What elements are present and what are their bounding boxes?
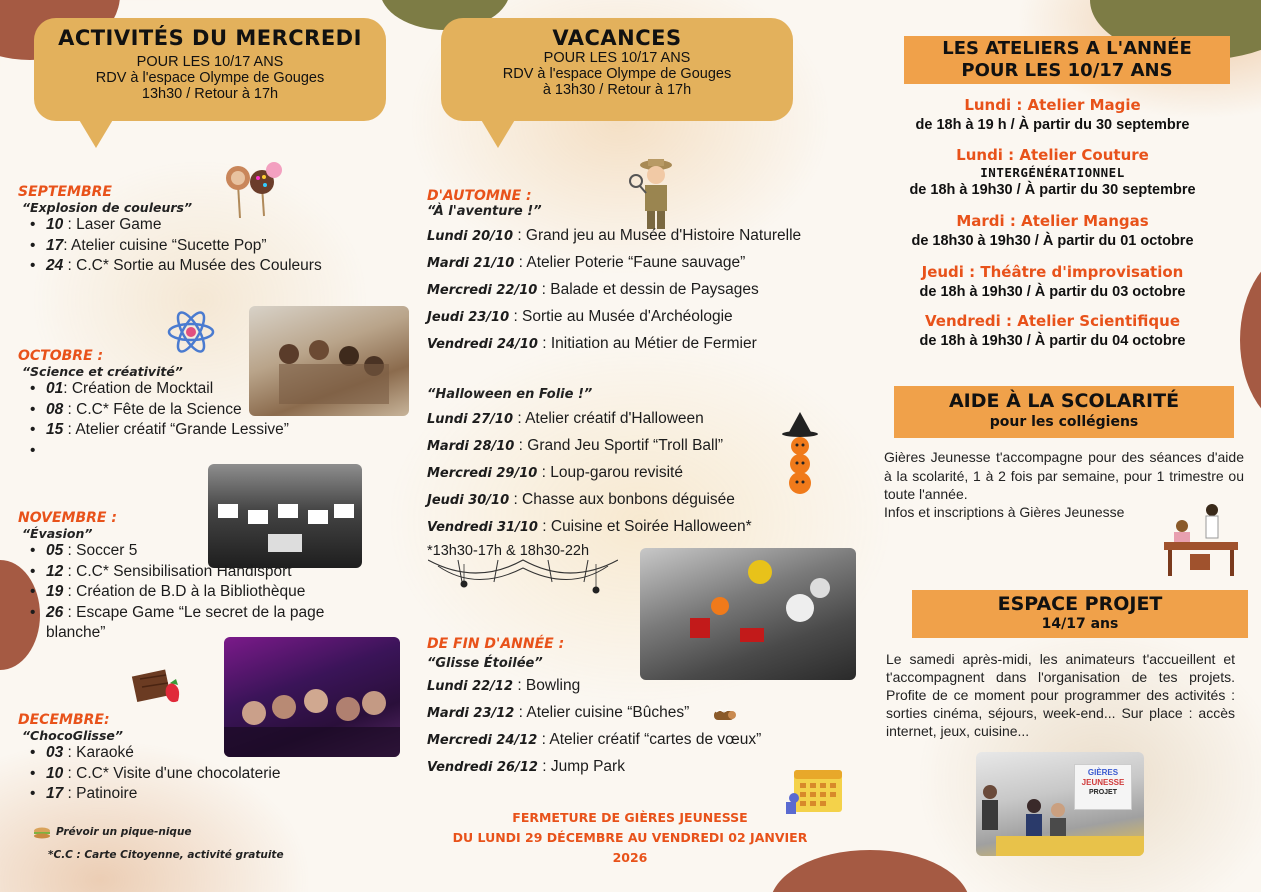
vacances-fin [427, 636, 847, 781]
schedule-row: Mardi 23/12 : Atelier cuisine “Bûches” [427, 704, 690, 721]
pumpkin-stack-icon [778, 412, 822, 494]
section-theme: “Glisse Étoilée” [427, 656, 543, 671]
list-item: • 19 : Création de B.D à la Bibliothèque [18, 582, 378, 603]
schedule-row: Vendredi 31/10 : Cuisine et Soirée Halloween* [427, 518, 752, 535]
list-item: • 17: Atelier cuisine “Sucette Pop” [18, 236, 378, 257]
schedule-row: Mardi 28/10 : Grand Jeu Sportif “Troll Ball” [427, 437, 724, 454]
atelier-couture [880, 145, 1225, 200]
cc-note: *C.C : Carte Citoyenne, activité gratuite [48, 849, 284, 861]
vacances-automne [427, 188, 847, 358]
atelier-mangas [880, 211, 1225, 251]
scolarite-title: AIDE À LA SCOLARITÉ [948, 390, 1180, 412]
section-title: DE FIN D'ANNÉE : [427, 636, 565, 652]
month-decembre [18, 712, 378, 805]
scolarite-subtitle: pour les collégiens [989, 414, 1139, 430]
activity-list [18, 541, 378, 644]
bubble-tail [78, 118, 114, 148]
atelier-hours: de 18h à 19 h / À partir du 30 septembre [915, 117, 1190, 133]
schedule-row: Jeudi 30/10 : Chasse aux bonbons déguisée [427, 491, 735, 508]
chocolate-strawberry-icon [130, 665, 186, 709]
list-item: • 12 : C.C* Sensibilisation Handisport [18, 562, 378, 583]
list-item: • 05 : Soccer 5 [18, 541, 378, 562]
spiderweb-icon [428, 556, 618, 598]
mercredi-header-bubble [34, 18, 386, 121]
atelier-theatre [880, 262, 1225, 302]
list-item: • 15 : Atelier créatif “Grande Lessive” [18, 420, 378, 441]
atelier-name: Vendredi : Atelier Scientifique [924, 312, 1180, 330]
sign-line1: GIÈRES [1087, 768, 1119, 777]
schedule-row: Lundi 20/10 : Grand jeu au Musée d'Histoire Naturelle [427, 227, 802, 244]
mercredi-line2: RDV à l'espace Olympe de Gouges [95, 70, 325, 86]
vacances-header-bubble [441, 18, 793, 121]
atelier-name: Jeudi : Théâtre d'improvisation [921, 263, 1184, 281]
atelier-scientifique [880, 311, 1225, 351]
atelier-extra: INTERGÉNÉRATIONNEL [980, 165, 1125, 180]
month-name: NOVEMBRE : [18, 510, 117, 526]
list-item: • 10 : C.C* Visite d'une chocolaterie [18, 764, 378, 785]
atelier-hours: de 18h à 19h30 / À partir du 04 octobre [919, 333, 1186, 349]
sign-line3: PROJET [1088, 789, 1117, 796]
activity-list [18, 215, 378, 277]
ateliers-title2: POUR LES 10/17 ANS [961, 60, 1173, 81]
section-theme: “Halloween en Folie !” [427, 387, 593, 402]
schedule-row: Mercredi 24/12 : Atelier créatif “cartes de vœux” [427, 731, 762, 748]
vacances-title: VACANCES [552, 26, 682, 50]
month-octobre [18, 348, 378, 441]
list-item: • 01: Création de Mocktail [18, 379, 378, 400]
projet-text: Le samedi après-midi, les animateurs t'accueillent et t'accompagnent dans l'organisation de tes projets. Profite de ce moment pour programmer des activités : sorties cinéma, séjours, week-end... Sur place : accès internet, jeux, cuisine... [886, 651, 1235, 739]
closing-line3: 2026 [612, 850, 648, 865]
schedule-row: Lundi 22/12 : Bowling [427, 677, 581, 694]
list-item: • 17 : Patinoire [18, 784, 378, 805]
sandwich-icon [33, 827, 51, 839]
ateliers-banner [904, 36, 1230, 84]
atelier-hours: de 18h à 19h30 / À partir du 03 octobre [919, 284, 1186, 300]
list-item: • 10 : Laser Game [18, 215, 378, 236]
schedule-row: Mercredi 22/10 : Balade et dessin de Paysages [427, 281, 759, 298]
month-name: DECEMBRE: [18, 712, 110, 728]
list-item: • 03 : Karaoké [18, 743, 378, 764]
projet-subtitle: 14/17 ans [1041, 616, 1119, 632]
closing-notice [420, 808, 840, 868]
projet-title: ESPACE PROJET [997, 593, 1163, 615]
schedule-row: Mercredi 29/10 : Loup-garou revisité [427, 464, 683, 481]
atelier-hours: de 18h à 19h30 / À partir du 30 septembre [909, 182, 1196, 198]
scolarite-info: Infos et inscriptions à Gières Jeunesse [884, 504, 1125, 520]
vacances-line2: RDV à l'espace Olympe de Gouges [502, 66, 732, 82]
month-theme: “Science et créativité” [22, 364, 183, 379]
schedule-row: Lundi 27/10 : Atelier créatif d'Halloween [427, 410, 704, 427]
list-item: • 24 : C.C* Sortie au Musée des Couleurs [18, 256, 378, 277]
closing-line1: FERMETURE DE GIÈRES JEUNESSE [512, 810, 748, 825]
activity-list [18, 743, 378, 805]
mercredi-line3: 13h30 / Retour à 17h [141, 86, 279, 102]
atelier-name: Mardi : Atelier Mangas [956, 212, 1149, 230]
schedule-row: Jeudi 23/10 : Sortie au Musée d'Archéologie [427, 308, 733, 325]
sign-line2: JEUNESSE [1081, 778, 1125, 787]
scolarite-banner [894, 386, 1234, 438]
schedule-row: Vendredi 26/12 : Jump Park [427, 758, 625, 775]
mercredi-title: ACTIVITÉS DU MERCREDI [58, 26, 362, 50]
schedule-row: Vendredi 24/10 : Initiation au Métier de Fermier [427, 335, 757, 352]
ateliers-title1: LES ATELIERS A L'ANNÉE [942, 38, 1192, 59]
photo-espace-projet [976, 752, 1144, 856]
buche-icon [712, 708, 736, 722]
student-desk-icon [1160, 500, 1242, 580]
scolarite-text: Gières Jeunesse t'accompagne pour des séances d'aide à la scolarité, 1 à 2 fois par semaine, pour 1 trimestre ou toute l'année. [884, 449, 1244, 502]
month-septembre [18, 184, 378, 277]
atelier-name: Lundi : Atelier Magie [964, 96, 1141, 114]
month-theme: “Évasion” [22, 526, 93, 541]
activity-list [18, 379, 378, 441]
month-theme: “ChocoGlisse” [22, 728, 123, 743]
picnic-note: Prévoir un pique-nique [56, 826, 192, 838]
month-novembre [18, 510, 378, 644]
atelier-hours: de 18h30 à 19h30 / À partir du 01 octobre [911, 233, 1194, 249]
decor-blob [1240, 250, 1261, 430]
mercredi-line1: POUR LES 10/17 ANS [136, 54, 284, 70]
list-item: • 26 : Escape Game “Le secret de la page blanche” [18, 603, 378, 644]
section-theme: “À l'aventure !” [427, 204, 542, 219]
section-title: D'AUTOMNE : [427, 188, 532, 204]
vacances-line1: POUR LES 10/17 ANS [543, 50, 691, 66]
month-name: SEPTEMBRE [18, 184, 112, 200]
projet-banner [912, 590, 1248, 638]
closing-line2: DU LUNDI 29 DÉCEMBRE AU VENDREDI 02 JANVIER [452, 830, 808, 845]
list-item: • 08 : C.C* Fête de la Science [18, 400, 378, 421]
atelier-name: Lundi : Atelier Couture [956, 146, 1149, 164]
vacances-line3: à 13h30 / Retour à 17h [542, 82, 692, 98]
month-name: OCTOBRE : [18, 348, 104, 364]
month-theme: “Explosion de couleurs” [22, 200, 193, 215]
schedule-list [427, 223, 847, 358]
halloween-note: *13h30-17h & 18h30-22h [427, 543, 590, 559]
bubble-tail [480, 118, 516, 148]
schedule-row: Mardi 21/10 : Atelier Poterie “Faune sauvage” [427, 254, 746, 271]
atelier-magie [880, 95, 1225, 135]
